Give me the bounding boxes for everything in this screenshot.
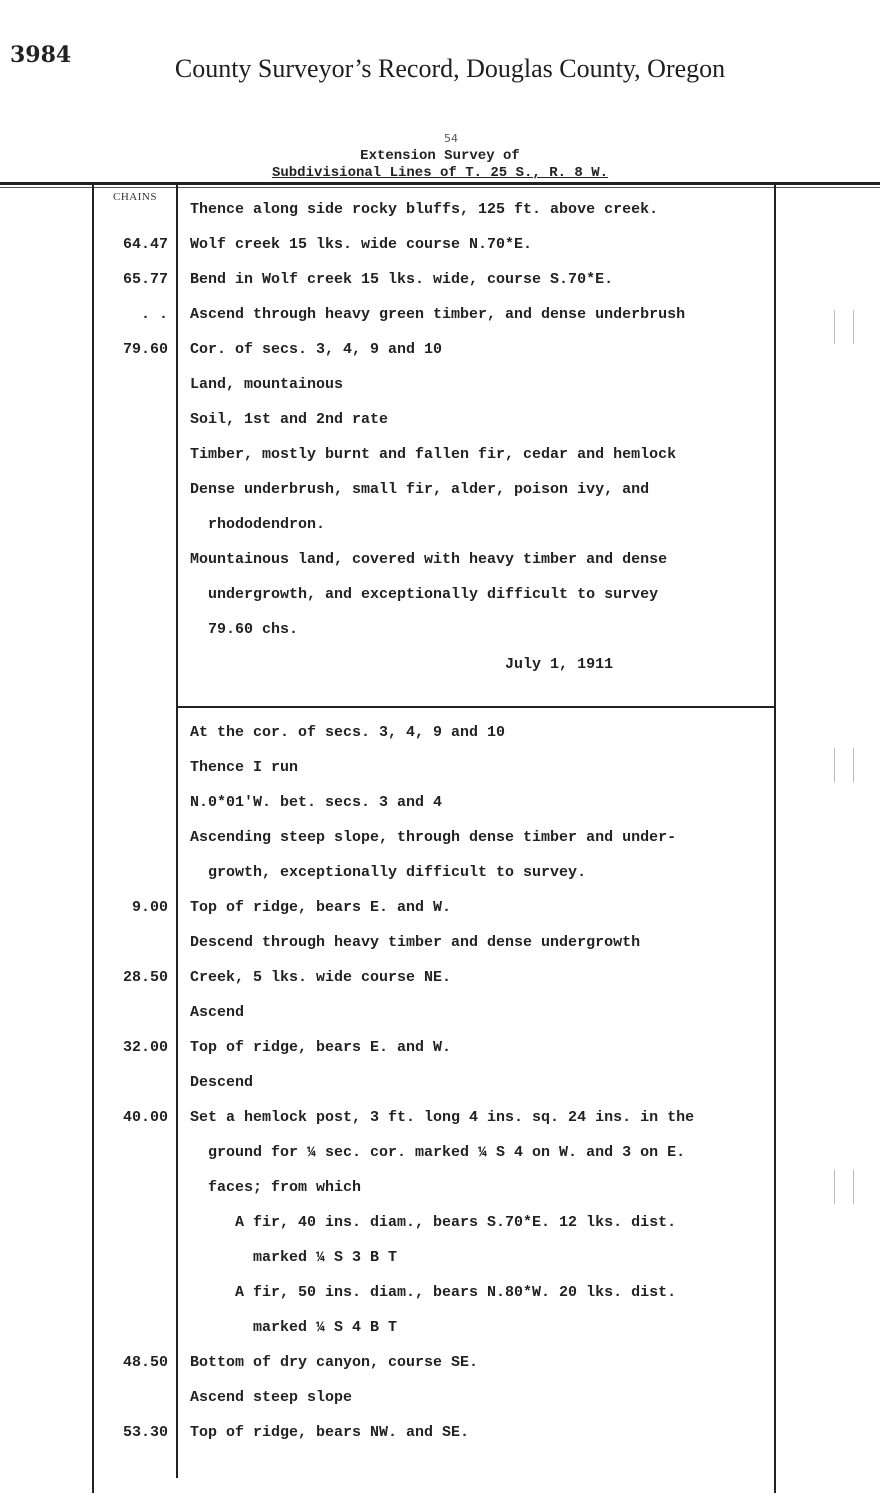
entry-text: Mountainous land, covered with heavy timber and dense [190, 551, 668, 568]
chain-value: 28.50 [122, 969, 168, 986]
survey-title-line2: Subdivisional Lines of T. 25 S., R. 8 W. [271, 165, 609, 181]
chain-value: . . [140, 306, 168, 323]
entry-text: Timber, mostly burnt and fallen fir, cedar and hemlock [190, 446, 677, 463]
record-row [0, 1109, 880, 1144]
entry-text: undergrowth, and exceptionally difficult to survey [190, 586, 659, 603]
entry-text: 79.60 chs. [190, 621, 299, 638]
entry-text: A fir, 50 ins. diam., bears N.80*W. 20 lks. dist. [190, 1284, 677, 1301]
entry-text: N.0*01'W. bet. secs. 3 and 4 [190, 794, 443, 811]
record-row [0, 1179, 880, 1214]
entry-text: Set a hemlock post, 3 ft. long 4 ins. sq. 24 ins. in the [190, 1109, 695, 1126]
entry-text: Creek, 5 lks. wide course NE. [190, 969, 452, 986]
entry-text: marked ¼ S 3 B T [190, 1249, 398, 1266]
record-row [0, 1144, 880, 1179]
entry-text: Soil, 1st and 2nd rate [190, 411, 389, 428]
entry-text: Bottom of dry canyon, course SE. [190, 1354, 479, 1371]
entry-text: Descend [190, 1074, 254, 1091]
record-row [0, 794, 880, 829]
chain-value: 65.77 [122, 271, 168, 288]
chain-value: 32.00 [122, 1039, 168, 1056]
entry-text: Bend in Wolf creek 15 lks. wide, course S.70*E. [190, 271, 614, 288]
record-row [0, 1354, 880, 1389]
record-row [0, 724, 880, 759]
record-row [0, 446, 880, 481]
record-row [0, 271, 880, 306]
chain-value: 79.60 [122, 341, 168, 358]
record-row [0, 1074, 880, 1109]
chain-value: 9.00 [131, 899, 168, 916]
entry-text: Cor. of secs. 3, 4, 9 and 10 [190, 341, 443, 358]
entry-text: Top of ridge, bears E. and W. [190, 1039, 452, 1056]
record-row [0, 376, 880, 411]
entry-text: A fir, 40 ins. diam., bears S.70*E. 12 lks. dist. [190, 1214, 677, 1231]
page-mark: 54 [444, 132, 458, 145]
entry-text: Thence I run [190, 759, 299, 776]
record-row [0, 969, 880, 1004]
record-row [0, 621, 880, 656]
record-row [0, 656, 880, 691]
top-rule-thin [0, 187, 880, 188]
entry-text: Land, mountainous [190, 376, 344, 393]
entry-text: growth, exceptionally difficult to survey. [190, 864, 587, 881]
entry-text: July 1, 1911 [190, 656, 614, 673]
chain-value: 40.00 [122, 1109, 168, 1126]
record-row [0, 551, 880, 586]
chain-value: 64.47 [122, 236, 168, 253]
record-row [0, 1039, 880, 1074]
entry-text: Ascending steep slope, through dense timber and under- [190, 829, 677, 846]
record-row [0, 341, 880, 376]
entry-text: At the cor. of secs. 3, 4, 9 and 10 [190, 724, 506, 741]
record-row [0, 1214, 880, 1249]
entry-text: Top of ridge, bears E. and W. [190, 899, 452, 916]
entry-text: Dense underbrush, small fir, alder, poison ivy, and [190, 481, 650, 498]
record-row [0, 306, 880, 341]
entry-text: Ascend steep slope [190, 1389, 353, 1406]
entry-text: faces; from which [190, 1179, 362, 1196]
entry-text: marked ¼ S 4 B T [190, 1319, 398, 1336]
chains-column-header: CHAINS [113, 191, 157, 203]
entry-text: Wolf creek 15 lks. wide course N.70*E. [190, 236, 533, 253]
entry-text: Ascend [190, 1004, 245, 1021]
record-row [0, 201, 880, 236]
entry-text: Top of ridge, bears NW. and SE. [190, 1424, 470, 1441]
record-row [0, 516, 880, 551]
record-row [0, 864, 880, 899]
survey-title-line1: Extension Survey of [360, 148, 520, 164]
record-title: County Surveyor’s Record, Douglas County, Oregon [174, 54, 726, 83]
record-row [0, 934, 880, 969]
entry-text: Thence along side rocky bluffs, 125 ft. above creek. [190, 201, 659, 218]
entry-text: rhododendron. [190, 516, 326, 533]
entry-text: Descend through heavy timber and dense undergrowth [190, 934, 641, 951]
record-row [0, 1319, 880, 1354]
top-rule [0, 182, 880, 185]
page-number: 3984 [10, 42, 72, 68]
record-row [0, 1249, 880, 1284]
record-row [0, 1424, 880, 1459]
record-row [0, 829, 880, 864]
section-divider [176, 706, 776, 708]
record-row [0, 899, 880, 934]
record-row [0, 759, 880, 794]
record-row [0, 411, 880, 446]
entry-text: ground for ¼ sec. cor. marked ¼ S 4 on W. and 3 on E. [190, 1144, 686, 1161]
record-row [0, 481, 880, 516]
record-row [0, 236, 880, 271]
chain-value: 53.30 [122, 1424, 168, 1441]
record-row [0, 586, 880, 621]
entry-text: Ascend through heavy green timber, and dense underbrush [190, 306, 686, 323]
record-row [0, 1284, 880, 1319]
chain-value: 48.50 [122, 1354, 168, 1371]
record-row [0, 1004, 880, 1039]
record-row [0, 1389, 880, 1424]
